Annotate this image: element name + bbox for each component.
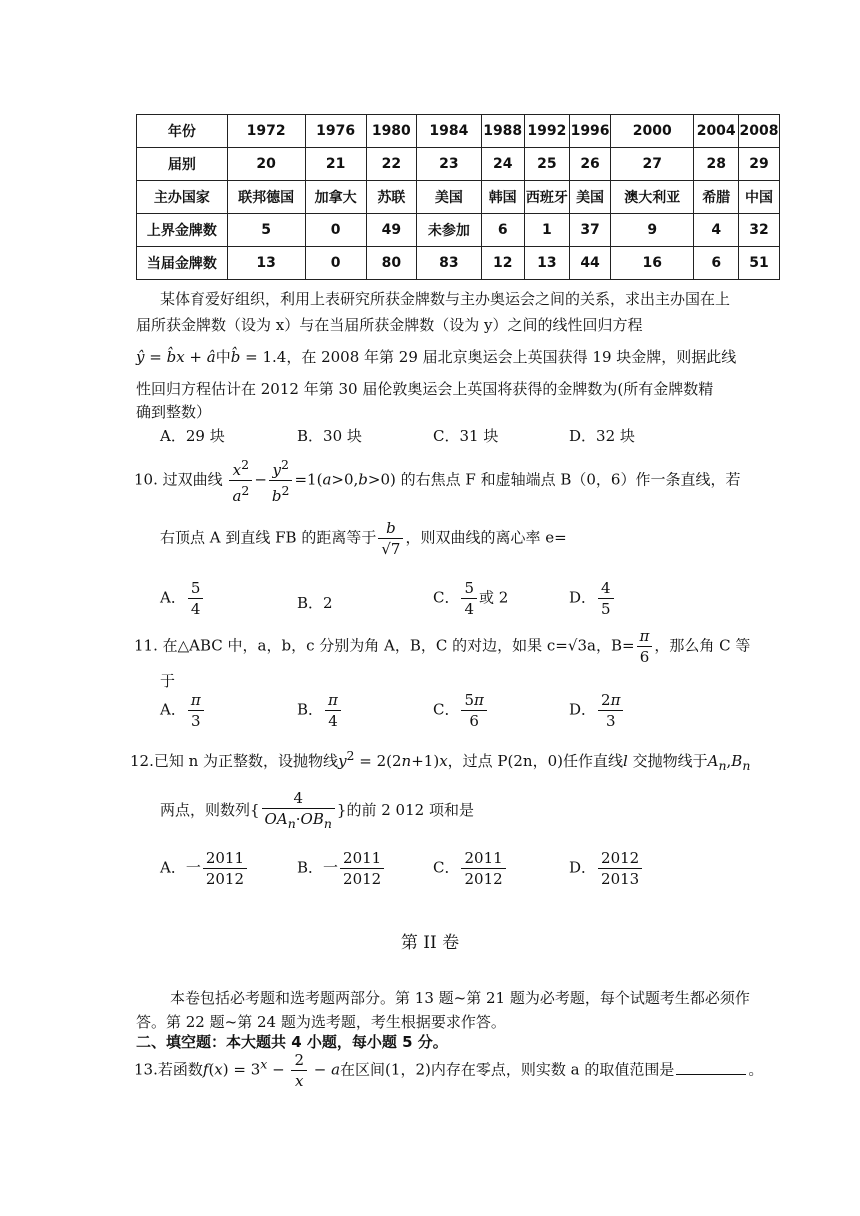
q9-option-c: C．31 块 [433, 427, 499, 445]
q12-line1: 12.已知 n 为正整数，设抛物线$y^2 = 2(2n+1)x$，过点 P(2n，0)任作直线l 交抛物线于$A_n,B_n$ [130, 748, 751, 773]
table-cell: 49 [366, 214, 416, 247]
row-header: 当届金牌数 [137, 247, 228, 280]
q11-option-b: B． $\frac{\pi}{4}$ [297, 690, 343, 731]
q11-option-c: C． $\frac{5\pi}{6}$ [433, 690, 489, 731]
row-header: 上界金牌数 [137, 214, 228, 247]
table-cell: 5 [227, 214, 305, 247]
table-cell: 中国 [739, 181, 780, 214]
table-cell: 2000 [611, 115, 694, 148]
table-cell: 美国 [416, 181, 481, 214]
q9-line2: 届所获金牌数（设为 x）与在当届所获金牌数（设为 y）之间的线性回归方程 [136, 316, 643, 334]
table-cell: 29 [739, 148, 780, 181]
table-cell: 13 [524, 247, 570, 280]
table-row [137, 214, 780, 247]
table-cell: 23 [416, 148, 481, 181]
table-cell: 澳大利亚 [611, 181, 694, 214]
q10-post: 的右焦点 F 和虚轴端点 B（0，6）作一条直线，若 [400, 470, 741, 489]
table-cell: 28 [694, 148, 739, 181]
q12-option-c: C． $\frac{2011}{2012}$ [433, 848, 508, 889]
q9-line4: 性回归方程估计在 2012 年第 30 届伦敦奥运会上英国将获得的金牌数为(所有金牌数精 [136, 380, 714, 398]
table-cell: 26 [570, 148, 611, 181]
table-cell: 83 [416, 247, 481, 280]
table-cell: 加拿大 [305, 181, 366, 214]
table-cell: 27 [611, 148, 694, 181]
table-row [137, 247, 780, 280]
table-cell: 2004 [694, 115, 739, 148]
q13-line: 13.若函数$f(x) = 3^x$ − $\frac{2}{x}$ − a在区间(1，2)内存在零点，则实数 a 的取值范围是 。 [134, 1051, 764, 1090]
table-cell: 西班牙 [524, 181, 570, 214]
table-cell: 0 [305, 247, 366, 280]
q9-option-b: B．30 块 [297, 427, 362, 445]
q9-line5: 确到整数） [136, 403, 212, 421]
table-cell: 80 [366, 247, 416, 280]
table-cell: 6 [694, 247, 739, 280]
q9-line3-text: ，在 2008 年第 29 届北京奥运会上英国获得 19 块金牌，则据此线 [286, 348, 737, 366]
row-header: 年份 [137, 115, 228, 148]
q11-option-d: D． $\frac{2\pi}{3}$ [569, 690, 625, 731]
table-row [137, 148, 780, 181]
table-cell: 20 [227, 148, 305, 181]
q10-pre: 过双曲线 [162, 470, 223, 489]
table-cell: 联邦德国 [227, 181, 305, 214]
table-cell: 1972 [227, 115, 305, 148]
q10-number: 10. [134, 470, 158, 489]
table-cell: 16 [611, 247, 694, 280]
row-header: 主办国家 [137, 181, 228, 214]
q12-option-d: D． $\frac{2012}{2013}$ [569, 848, 644, 889]
q10-option-b: B．2 [297, 594, 333, 612]
table-cell: 1992 [524, 115, 570, 148]
table-cell: 12 [481, 247, 524, 280]
table-cell: 苏联 [366, 181, 416, 214]
olympic-medal-table [136, 114, 780, 280]
table-cell: 37 [570, 214, 611, 247]
q11-line1: 11. 在△ABC 中，a，b，c 分别为角 A，B，C 的对边，如果 c=√3a，B= $\frac{\pi}{6}$ ，那么角 C 等 [134, 627, 751, 666]
table-cell: 1996 [570, 115, 611, 148]
table-cell: 9 [611, 214, 694, 247]
table-cell: 25 [524, 148, 570, 181]
table-cell: 2008 [739, 115, 780, 148]
row-header: 届别 [137, 148, 228, 181]
table-cell: 21 [305, 148, 366, 181]
table-cell: 韩国 [481, 181, 524, 214]
q12-option-b: B．一 $\frac{2011}{2012}$ [297, 848, 386, 889]
table-cell: 1988 [481, 115, 524, 148]
table-row [137, 115, 780, 148]
table-row [137, 181, 780, 214]
q9-option-d: D．32 块 [569, 427, 635, 445]
q10-option-c: C． $\frac{5}{4}$ 或 2 [433, 579, 509, 618]
table-cell: 22 [366, 148, 416, 181]
table-cell: 希腊 [694, 181, 739, 214]
table-cell: 32 [739, 214, 780, 247]
table-cell: 1984 [416, 115, 481, 148]
q10-option-d: D． $\frac{4}{5}$ [569, 578, 616, 619]
table-cell: 13 [227, 247, 305, 280]
answer-blank [676, 1074, 746, 1075]
q10-line2: 右顶点 A 到直线 FB 的距离等于 $\frac{b}{√7}$ ，则双曲线的离心率 e= [160, 519, 567, 558]
q9-line3: ŷ = b̂x + â中b̂ = 1.4，在 2008 年第 29 届北京奥运会上英国获得 19 块金牌，则据此线 [136, 348, 737, 366]
section-heading: 二、填空题：本大题共 4 小题，每小题 5 分。 [136, 1033, 448, 1051]
q9-option-a: A．29 块 [160, 427, 225, 445]
q10-line2-post: ，则双曲线的离心率 e= [405, 528, 567, 547]
table-cell: 美国 [570, 181, 611, 214]
part2-intro-line1: 本卷包括必考题和选考题两部分。第 13 题~第 21 题为必考题，每个试题考生都必须作 [170, 989, 750, 1007]
table-cell: 6 [481, 214, 524, 247]
q9-line1: 某体育爱好组织，利用上表研究所获金牌数与主办奥运会之间的关系，求出主办国在上 [160, 290, 731, 308]
table-cell: 51 [739, 247, 780, 280]
table-cell: 44 [570, 247, 611, 280]
q10-option-a: A． $\frac{5}{4}$ [160, 578, 205, 619]
table-cell: 24 [481, 148, 524, 181]
table-cell: 1 [524, 214, 570, 247]
q10-line2-pre: 右顶点 A 到直线 FB 的距离等于 [160, 528, 377, 547]
table-cell: 1980 [366, 115, 416, 148]
q12-option-a: A．一 $\frac{2011}{2012}$ [160, 848, 249, 889]
part2-intro-line2: 答。第 22 题~第 24 题为选考题，考生根据要求作答。 [136, 1013, 506, 1031]
q10-line1: 10. 过双曲线 $\frac{x^2}{a^2}$ − $\frac{y^2}{b^2}$ =1(a>0,b>0) 的右焦点 F 和虚轴端点 B（0，6）作一条直线，若 [134, 457, 741, 505]
q11-option-a: A． $\frac{\pi}{3}$ [160, 690, 206, 731]
part2-title: 第 II 卷 [400, 933, 460, 953]
q11-line2: 于 [160, 672, 176, 690]
table-cell: 4 [694, 214, 739, 247]
table-cell: 0 [305, 214, 366, 247]
q12-line2: 两点，则数列{ $\frac{4}{OA_n\cdot OB_n}$ }的前 2 012 项和是 [160, 789, 474, 831]
table-cell: 1976 [305, 115, 366, 148]
table-cell: 未参加 [416, 214, 481, 247]
